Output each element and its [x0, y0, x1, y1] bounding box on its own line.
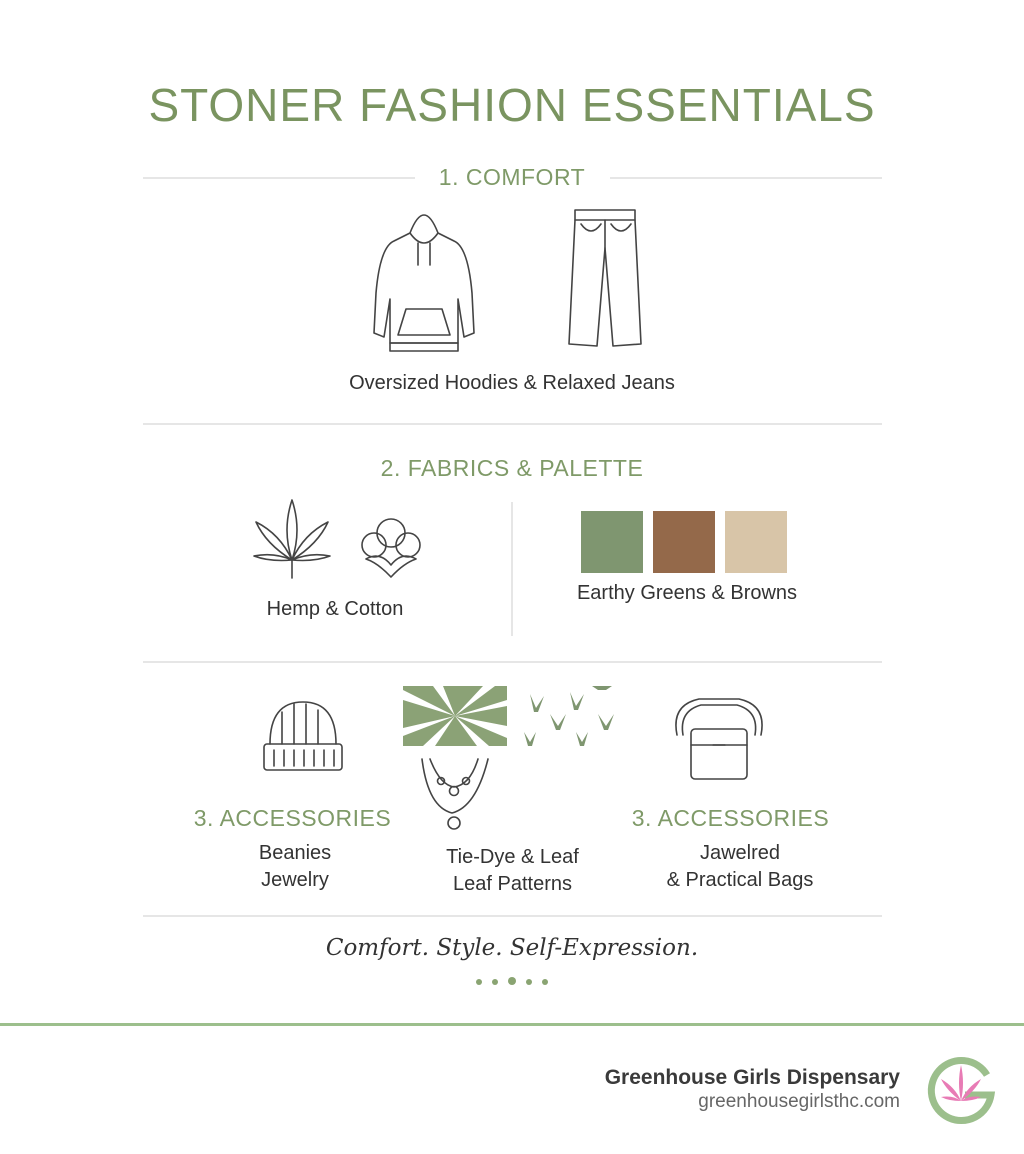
hemp-leaf-icon — [252, 500, 332, 580]
materials-caption: Hemp & Cotton — [266, 598, 404, 620]
bag-icon — [669, 695, 769, 783]
section-heading-fabrics: 2. FABRICS & PALETTE — [380, 455, 644, 481]
footer-divider — [0, 1023, 1024, 1026]
accessories-right-line2: & Practical Bags — [666, 869, 814, 891]
divider — [143, 915, 882, 917]
page-title: STONER FASHION ESSENTIALS — [148, 79, 876, 131]
footer-brand: Greenhouse Girls Dispensary — [604, 1066, 900, 1089]
accessories-left-line1: Beanies — [258, 842, 332, 864]
swatch-beige — [725, 511, 787, 573]
accessories-right-line1: Jawelred — [699, 842, 781, 864]
tie-dye-pattern — [403, 686, 507, 746]
palette-caption: Earthy Greens & Browns — [576, 582, 798, 604]
beanie-icon — [262, 700, 344, 772]
section-heading-accessories-right: 3. ACCESSORIES — [631, 805, 830, 831]
hoodie-icon — [372, 203, 476, 353]
leaf-pattern — [516, 686, 618, 746]
divider — [143, 661, 882, 663]
comfort-caption: Oversized Hoodies & Relaxed Jeans — [349, 372, 675, 394]
tagline: Comfort. Style. Self-Expression. — [325, 935, 699, 961]
jeans-icon — [567, 208, 645, 354]
section-heading-comfort: 1. COMFORT — [438, 164, 586, 190]
swatch-green — [581, 511, 643, 573]
section-heading-accessories-left: 3. ACCESSORIES — [193, 805, 392, 831]
accessories-left-line2: Jewelry — [261, 869, 329, 891]
cotton-icon — [360, 515, 422, 579]
swatch-brown — [653, 511, 715, 573]
accessories-center-line2: Leaf Patterns — [453, 873, 572, 895]
pagination-dots — [0, 972, 1024, 990]
accessories-center-line1: Tie-Dye & Leaf — [446, 846, 579, 868]
brand-logo — [925, 1055, 997, 1127]
necklace-icon — [420, 757, 492, 833]
vertical-divider — [511, 502, 513, 636]
footer-url[interactable]: greenhousegirlsthc.com — [698, 1091, 900, 1112]
divider — [143, 423, 882, 425]
